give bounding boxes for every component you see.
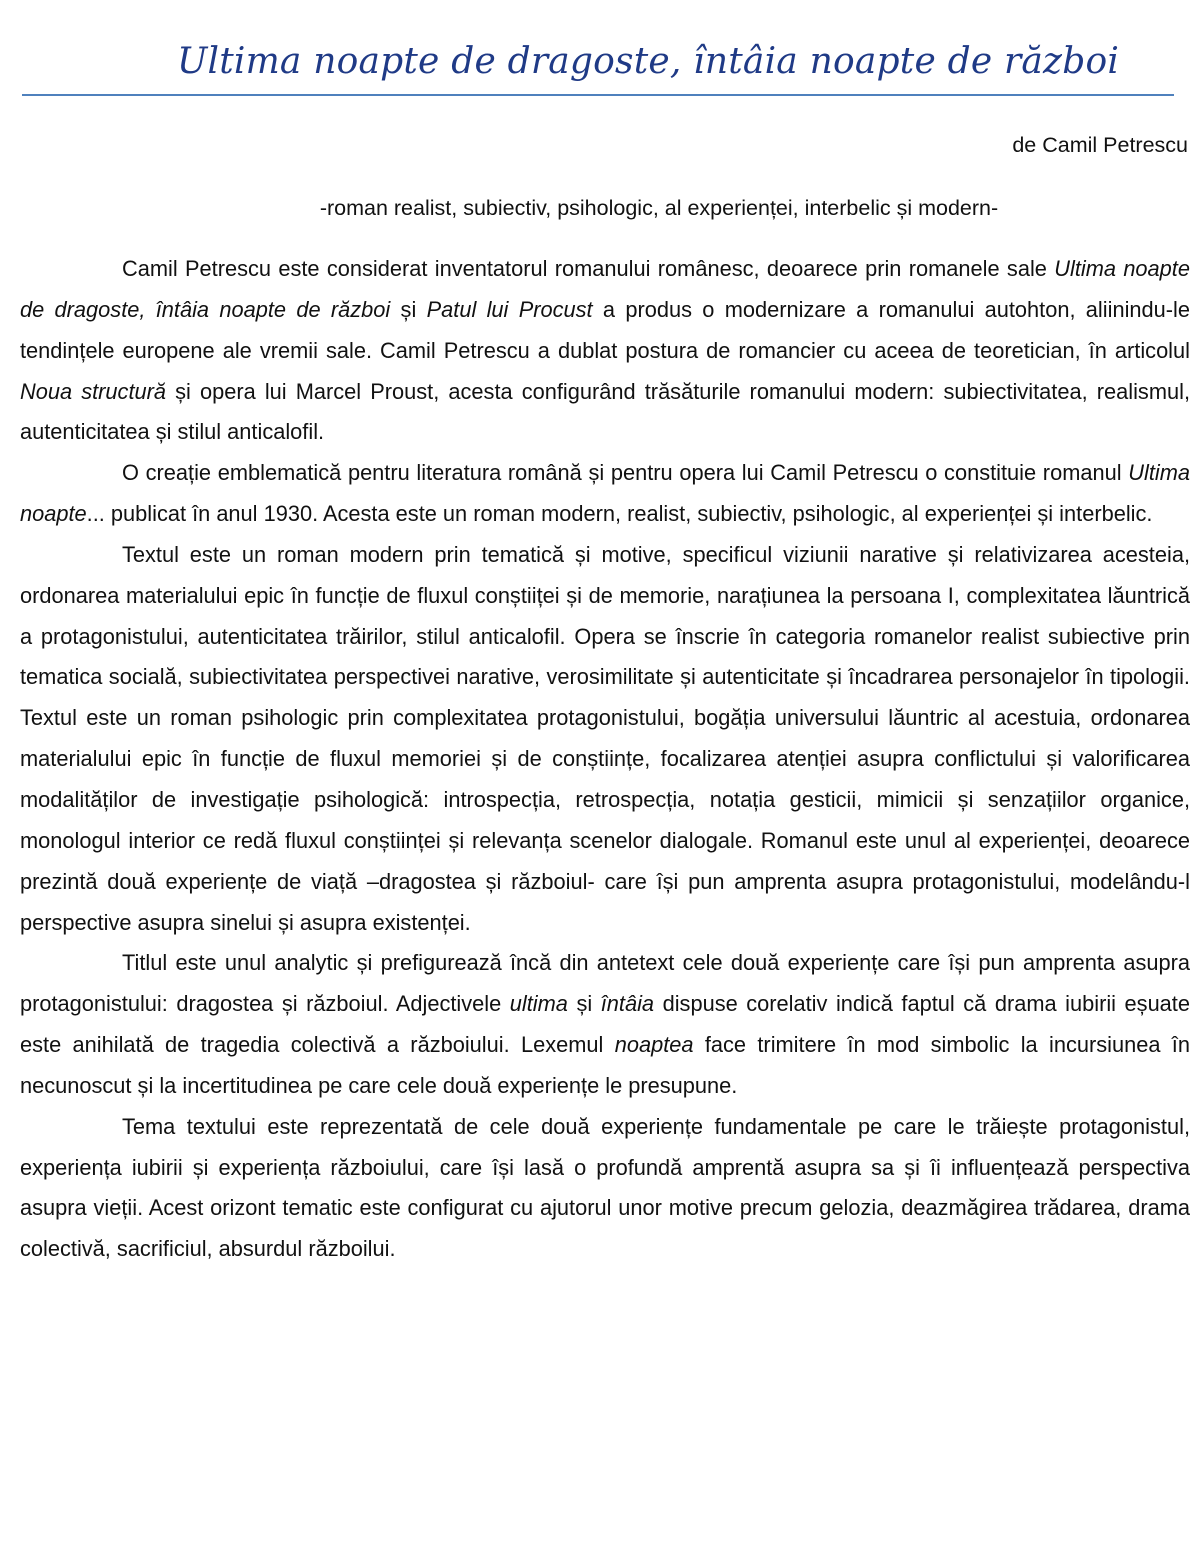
paragraph-title-analysis — [20, 943, 1190, 1106]
title-underline — [22, 94, 1174, 96]
paragraph-text: și — [390, 296, 427, 322]
body-text — [20, 249, 1190, 1270]
italic-novel-title: Ultima noapte de dragoste, întâia noapte de război — [20, 256, 1190, 322]
paragraph-text: dispuse corelativ indică faptul că drama iubirii eșuate este anihilată de tragedia colectivă a războiului. Lexemul — [20, 991, 1190, 1058]
paragraph-modern-novel: Textul este un roman modern prin tematică și motive, specificul viziunii narative și relativizarea acesteia, ordonarea materialului epic în funcție de fluxul conștiiței și de memorie, narațiunea la persoana I, complexitatea lăuntrică a protagonistului, autenticitatea trăirilor, stilul anticalofil. Opera se înscrie în categoria romanelor realist subiective prin tematica socială, subiectivitatea perspectivei narative, verosimilitate și autenticitate și încadrarea personajelor în tipologii. Textul este un roman psihologic prin complexitatea protagonistului, bogăția universului lăuntric al acestuia, ordonarea materialului epic în funcție de fluxul memoriei și de conștiințe, focalizarea atenției asupra conflictului și valorificarea modalităților de investigație psihologică: introspecția, retrospecția, notația gesticii, mimicii și senzațiilor organice, monologul interior ce redă fluxul conștiinței și relevanța scenelor dialogale. Romanul este unul al experienței, deoarece prezintă două experiențe de viață –dragostea și războiul- care își pun amprenta asupra protagonistului, modelându-l perspective asupra sinelui și asupra existenței. — [20, 541, 1190, 935]
paragraph-text: Titlul este unul analytic și prefigurează încă din antetext cele două experiențe care își pun amprenta asupra protagonistului: dragostea și războiul. Adjectivele — [20, 950, 1190, 1017]
genre-subtitle: -roman realist, subiectiv, psihologic, al experienței, interbelic și modern- — [319, 196, 999, 220]
paragraph-text: face trimitere în mod simbolic la incursiunea în necunoscut și la incertitudinea pe care cele două experiențe le presupune. — [20, 1032, 1190, 1098]
italic-word: ultima — [509, 991, 568, 1017]
paragraph-text: și opera lui Marcel Proust, acesta configurând trăsăturile romanului modern: subiectivitatea, realismul, autenticitatea și stilul anticalofil. — [20, 378, 1190, 445]
paragraph-text: a produs o modernizare a romanului autohton, aliinindu-le tendințele europene ale vremii sale. Camil Petrescu a dublat postura de romancier cu aceea de teoretician, în articolul — [20, 296, 1191, 363]
italic-word: noaptea — [614, 1032, 694, 1058]
italic-word: întâia — [600, 991, 655, 1017]
paragraph-theme: Tema textului este reprezentată de cele două experiențe fundamentale pe care le trăiește protagonistul, experiența iubirii și experiența războiului, care își lasă o profundă amprentă asupra sa și îi influențează perspectiva asupra vieții. Acest orizont tematic este configurat cu ajutorul unor motive precum gelozia, deazmăgirea trădarea, drama colectivă, sacrificiul, absurdul războilui. — [20, 1113, 1190, 1262]
italic-article-title: Noua structură — [20, 378, 167, 404]
italic-novel-title: Ultima noapte — [20, 460, 1190, 527]
paragraph-text: Camil Petrescu este considerat inventatorul romanului românesc, deoarece prin romanele sale — [122, 256, 1055, 281]
italic-novel-title: Patul lui Procust — [426, 296, 593, 322]
paragraph-creation — [20, 453, 1190, 535]
paragraph-intro — [20, 249, 1190, 453]
author-line: de Camil Petrescu — [1012, 133, 1188, 157]
paragraph-text: O creație emblematică pentru literatura română și pentru opera lui Camil Petrescu o constituie romanul — [122, 460, 1129, 486]
document-title: Ultima noapte de dragoste, întâia noapte de război — [176, 41, 1120, 82]
paragraph-text: ... publicat în anul 1930. Acesta este un roman modern, realist, subiectiv, psihologic, al experienței și interbelic. — [86, 501, 1153, 527]
paragraph-text: și — [567, 991, 601, 1017]
